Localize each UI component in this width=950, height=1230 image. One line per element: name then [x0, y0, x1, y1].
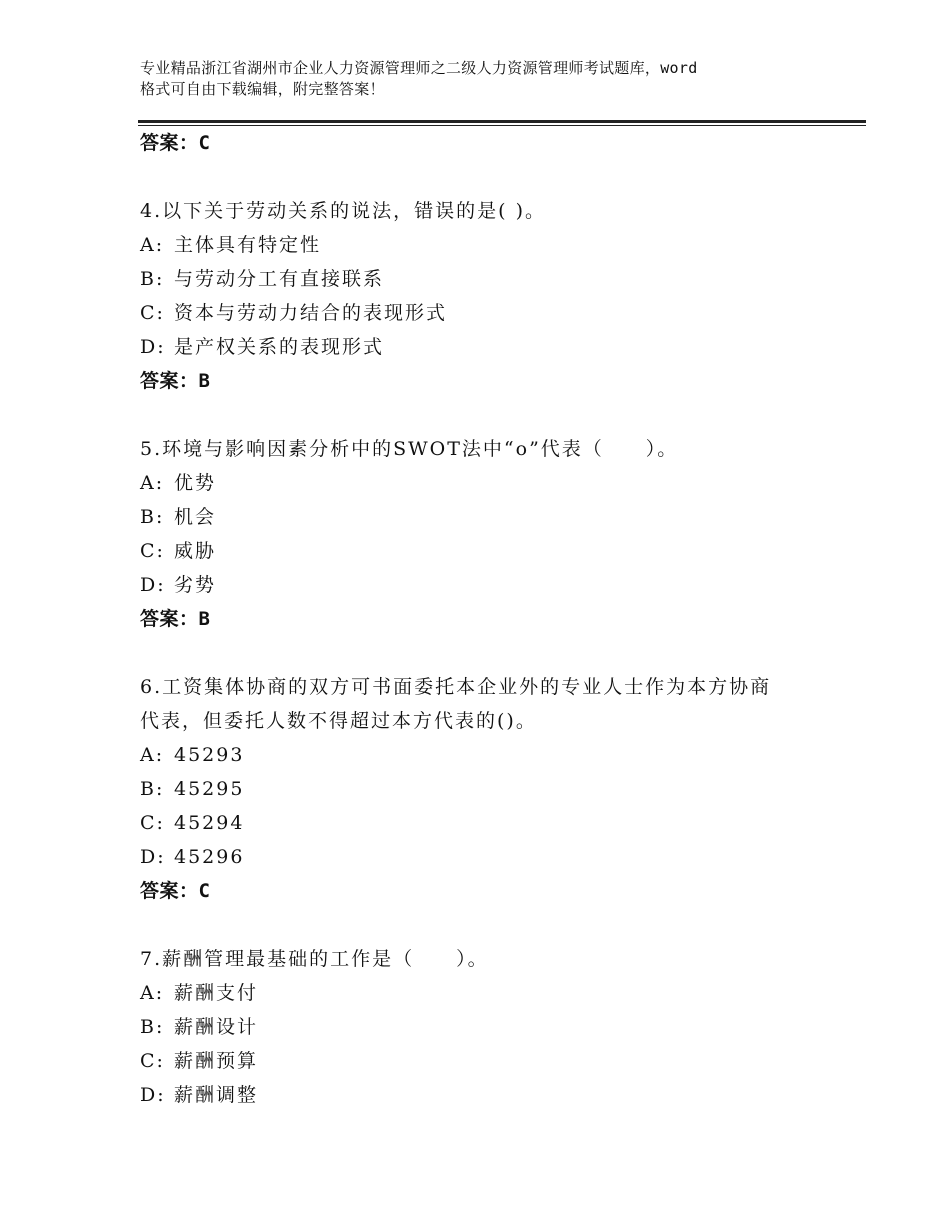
- option-letter: A:: [140, 472, 165, 494]
- option-text: 与劳动分工有直接联系: [174, 268, 385, 290]
- option-letter: D:: [140, 846, 166, 868]
- option-b: [140, 500, 840, 534]
- header-rule-thick: [138, 120, 866, 123]
- option-letter: D:: [140, 336, 166, 358]
- option-d: [140, 840, 840, 874]
- option-c: [140, 806, 840, 840]
- option-b: [140, 262, 840, 296]
- option-text: 机会: [174, 506, 217, 528]
- option-d: [140, 1078, 840, 1112]
- document-header: [140, 58, 830, 100]
- option-d: [140, 330, 840, 364]
- option-letter: A:: [140, 982, 165, 1004]
- option-letter: B:: [140, 506, 165, 528]
- option-a: [140, 976, 840, 1010]
- option-letter: C:: [140, 812, 165, 834]
- option-text: 45293: [174, 744, 245, 766]
- option-text: 主体具有特定性: [174, 234, 322, 256]
- question-stem: 4.以下关于劳动关系的说法，错误的是( )。: [140, 200, 546, 222]
- option-d: [140, 568, 840, 602]
- question-stem-line-1: 6.工资集体协商的双方可书面委托本企业外的专业人士作为本方协商: [140, 676, 772, 698]
- question-list: [140, 126, 840, 1112]
- option-a: [140, 228, 840, 262]
- option-letter: B:: [140, 1016, 165, 1038]
- answer-label: 答案：C: [140, 880, 211, 902]
- header-title-line-1: 专业精品浙江省湖州市企业人力资源管理师之二级人力资源管理师考试题库，word: [140, 59, 698, 77]
- question-stem-line-2: 代表，但委托人数不得超过本方代表的()。: [140, 710, 537, 732]
- option-a: [140, 738, 840, 772]
- option-letter: C:: [140, 540, 165, 562]
- option-c: [140, 296, 840, 330]
- question-5: [140, 432, 840, 636]
- option-text: 薪酬调整: [174, 1084, 259, 1106]
- option-c: [140, 534, 840, 568]
- option-letter: D:: [140, 574, 166, 596]
- question-6: [140, 670, 840, 908]
- option-text: 是产权关系的表现形式: [174, 336, 385, 358]
- option-text: 劣势: [174, 574, 217, 596]
- option-letter: B:: [140, 778, 165, 800]
- option-a: [140, 466, 840, 500]
- answer-label: 答案：B: [140, 370, 211, 392]
- option-text: 45296: [174, 846, 245, 868]
- option-b: [140, 1010, 840, 1044]
- option-letter: C:: [140, 1050, 165, 1072]
- question-4: [140, 194, 840, 398]
- option-letter: C:: [140, 302, 165, 324]
- option-c: [140, 1044, 840, 1078]
- option-text: 薪酬支付: [174, 982, 259, 1004]
- header-title-line-2: 格式可自由下载编辑，附完整答案！: [140, 80, 385, 98]
- option-letter: A:: [140, 234, 165, 256]
- option-letter: A:: [140, 744, 165, 766]
- option-text: 薪酬预算: [174, 1050, 259, 1072]
- option-b: [140, 772, 840, 806]
- option-text: 资本与劳动力结合的表现形式: [174, 302, 448, 324]
- option-text: 威胁: [174, 540, 217, 562]
- question-stem: 7.薪酬管理最基础的工作是（ ）。: [140, 948, 489, 970]
- option-text: 优势: [174, 472, 217, 494]
- answer-label: 答案：C: [140, 132, 211, 154]
- option-text: 薪酬设计: [174, 1016, 259, 1038]
- option-letter: B:: [140, 268, 165, 290]
- option-letter: D:: [140, 1084, 166, 1106]
- option-text: 45294: [174, 812, 245, 834]
- question-7: [140, 942, 840, 1112]
- option-text: 45295: [174, 778, 245, 800]
- question-stem: 5.环境与影响因素分析中的SWOT法中“o”代表（ ）。: [140, 438, 679, 460]
- answer-label: 答案：B: [140, 608, 211, 630]
